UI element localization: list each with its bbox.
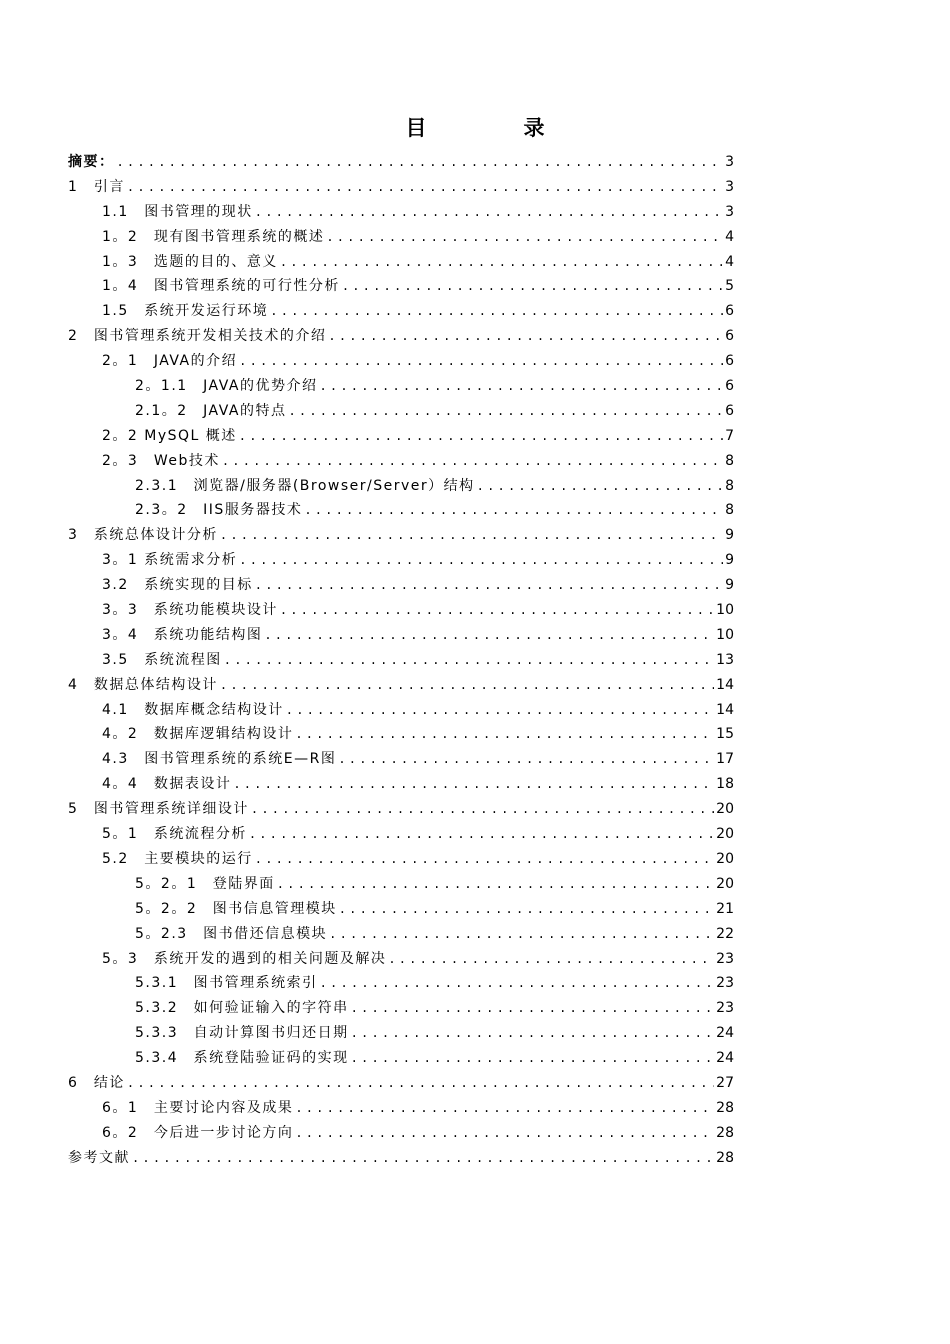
toc-page-number: 23 — [716, 950, 734, 967]
toc-entry[interactable] — [68, 1121, 734, 1146]
toc-leader-dots — [220, 673, 714, 698]
toc-entry[interactable] — [68, 648, 734, 673]
toc-leader-dots — [127, 1071, 714, 1096]
toc-entry[interactable] — [68, 747, 734, 772]
toc-leader-dots — [277, 872, 714, 897]
toc-leader-dots — [280, 598, 714, 623]
toc-entry-text: 5。2。1 登陆界面 — [135, 875, 275, 892]
toc-entry-text: 5.2 主要模块的运行 — [102, 850, 253, 867]
toc-entry[interactable] — [68, 374, 734, 399]
toc-entry-text: 2。1.1 JAVA的优势介绍 — [135, 378, 318, 395]
toc-leader-dots — [289, 399, 724, 424]
toc-page-number: 4 — [725, 228, 734, 245]
toc-page-number: 28 — [716, 1124, 734, 1141]
toc-entry-text: 4.3 图书管理系统的系统E—R图 — [102, 751, 337, 768]
toc-entry[interactable] — [68, 872, 734, 897]
toc-leader-dots — [351, 1021, 715, 1046]
toc-entry-text: 5.3.4 系统登陆验证码的实现 — [135, 1050, 349, 1067]
toc-page-number: 24 — [716, 1025, 734, 1042]
toc-leader-dots — [222, 449, 723, 474]
toc-page-number: 15 — [716, 726, 734, 743]
toc-page-number: 8 — [725, 477, 734, 494]
toc-leader-dots — [477, 474, 723, 499]
toc-entry[interactable] — [68, 1146, 734, 1171]
toc-entry-text: 5.3.2 如何验证输入的字符串 — [135, 1000, 349, 1017]
toc-entry-text: 2。1 JAVA的介绍 — [102, 353, 238, 370]
toc-page-number: 6 — [725, 303, 734, 320]
toc-entry-text: 5。1 系统流程分析 — [102, 826, 247, 843]
toc-page-number: 20 — [716, 826, 734, 843]
toc-entry-text: 参考文献 — [68, 1149, 130, 1166]
toc-entry[interactable] — [68, 947, 734, 972]
toc-entry[interactable] — [68, 449, 734, 474]
toc-entry-text: 3。1 系统需求分析 — [102, 552, 238, 569]
toc-entry[interactable] — [68, 822, 734, 847]
toc-entry-text: 3。3 系统功能模块设计 — [102, 602, 278, 619]
toc-leader-dots — [320, 971, 715, 996]
toc-entry[interactable] — [68, 498, 734, 523]
toc-entry-text: 1。2 现有图书管理系统的概述 — [102, 228, 325, 245]
toc-entry-text: 2。2 MySQL 概述 — [102, 427, 237, 444]
toc-entry-text: 2.3。2 IIS服务器技术 — [135, 502, 303, 519]
toc-entry[interactable] — [68, 474, 734, 499]
toc-entry[interactable] — [68, 250, 734, 275]
toc-page-number: 4 — [725, 253, 734, 270]
toc-entry[interactable] — [68, 225, 734, 250]
toc-page-number: 5 — [725, 278, 734, 295]
toc-entry-text: 5。2.3 图书借还信息模块 — [135, 925, 328, 942]
toc-entry-text: 1。4 图书管理系统的可行性分析 — [102, 278, 340, 295]
toc-entry-text: 4.1 数据库概念结构设计 — [102, 701, 284, 718]
toc-page-number: 21 — [716, 900, 734, 917]
toc-entry[interactable] — [68, 548, 734, 573]
toc-entry[interactable] — [68, 324, 734, 349]
toc-page-number: 13 — [716, 651, 734, 668]
toc-leader-dots — [351, 996, 715, 1021]
toc-leader-dots — [295, 1096, 714, 1121]
toc-leader-dots — [320, 374, 724, 399]
toc-entry-text: 6。1 主要讨论内容及成果 — [102, 1099, 294, 1116]
toc-leader-dots — [224, 648, 714, 673]
toc-leader-dots — [295, 722, 714, 747]
toc-entry-text: 4 数据总体结构设计 — [68, 676, 218, 693]
toc-leader-dots — [264, 623, 714, 648]
toc-leader-dots — [329, 922, 714, 947]
toc-leader-dots — [239, 548, 723, 573]
toc-entry[interactable] — [68, 200, 734, 225]
toc-leader-dots — [255, 200, 723, 225]
toc-leader-dots — [342, 274, 723, 299]
toc-page-number: 6 — [725, 378, 734, 395]
toc-entry[interactable] — [68, 772, 734, 797]
toc-entry[interactable] — [68, 274, 734, 299]
toc-leader-dots — [220, 523, 723, 548]
toc-entry-text: 5.3.1 图书管理系统索引 — [135, 975, 318, 992]
toc-page-number: 8 — [725, 502, 734, 519]
toc-leader-dots — [270, 299, 723, 324]
toc-entry-text: 2 图书管理系统开发相关技术的介绍 — [68, 328, 327, 345]
toc-leader-dots — [255, 573, 723, 598]
toc-page-number: 17 — [716, 751, 734, 768]
toc-leader-dots — [127, 175, 723, 200]
toc-entry-text: 2.1。2 JAVA的特点 — [135, 402, 287, 419]
toc-leader-dots — [255, 847, 714, 872]
toc-entry-text: 5。2。2 图书信息管理模块 — [135, 900, 337, 917]
toc-page-number: 28 — [716, 1149, 734, 1166]
toc-leader-dots — [117, 150, 724, 175]
toc-page-number: 14 — [716, 676, 734, 693]
toc-entry-text: 摘要： — [68, 154, 115, 170]
toc-entry-text: 1 引言 — [68, 178, 125, 195]
toc-entry[interactable] — [68, 722, 734, 747]
toc-page-number: 3 — [725, 203, 734, 220]
toc-entry[interactable] — [68, 1096, 734, 1121]
toc-entry-text: 5。3 系统开发的遇到的相关问题及解决 — [102, 950, 387, 967]
toc-entry[interactable] — [68, 598, 734, 623]
toc-entry-text: 3.5 系统流程图 — [102, 651, 222, 668]
toc-entry-text: 1.1 图书管理的现状 — [102, 203, 253, 220]
toc-page-number: 20 — [716, 875, 734, 892]
toc-entry[interactable] — [68, 573, 734, 598]
toc-page-number: 14 — [716, 701, 734, 718]
toc-entry-text: 4。2 数据库逻辑结构设计 — [102, 726, 294, 743]
toc-page-number: 22 — [716, 925, 734, 942]
toc-entry[interactable] — [68, 897, 734, 922]
toc-entry-text: 3.2 系统实现的目标 — [102, 577, 253, 594]
toc-entry[interactable] — [68, 698, 734, 723]
toc-page-number: 9 — [725, 552, 734, 569]
toc-leader-dots — [326, 225, 723, 250]
toc-leader-dots — [388, 947, 714, 972]
toc-entry[interactable] — [68, 996, 734, 1021]
toc-leader-dots — [328, 324, 723, 349]
toc-entry[interactable] — [68, 922, 734, 947]
toc-leader-dots — [239, 424, 723, 449]
toc-page-number: 6 — [725, 328, 734, 345]
toc-entry[interactable] — [68, 523, 734, 548]
toc-entry[interactable] — [68, 299, 734, 324]
toc-entry-text: 4。4 数据表设计 — [102, 776, 232, 793]
toc-entry-text: 3 系统总体设计分析 — [68, 527, 218, 544]
toc-leader-dots — [286, 698, 714, 723]
toc-leader-dots — [132, 1146, 714, 1171]
toc-page-number: 23 — [716, 975, 734, 992]
toc-page-number: 3 — [725, 154, 734, 170]
toc-page-number: 3 — [725, 178, 734, 195]
toc-leader-dots — [295, 1121, 714, 1146]
toc-entry-text: 1。3 选题的目的、意义 — [102, 253, 278, 270]
toc-entry[interactable] — [68, 1071, 734, 1096]
toc-entry[interactable] — [68, 399, 734, 424]
toc-entry-text: 3。4 系统功能结构图 — [102, 626, 263, 643]
toc-page-number: 20 — [716, 850, 734, 867]
toc-entry[interactable] — [68, 1046, 734, 1071]
toc-entry-text: 1.5 系统开发运行环境 — [102, 303, 269, 320]
toc-page-number: 9 — [725, 527, 734, 544]
toc-leader-dots — [233, 772, 714, 797]
toc-leader-dots — [339, 897, 714, 922]
toc-entry[interactable] — [68, 424, 734, 449]
toc-entry[interactable] — [68, 971, 734, 996]
toc-leader-dots — [251, 797, 714, 822]
toc-page-number: 28 — [716, 1099, 734, 1116]
toc-list — [68, 150, 734, 1171]
toc-entry-text: 2。3 Web技术 — [102, 452, 220, 469]
toc-page-number: 24 — [716, 1050, 734, 1067]
toc-page-number: 18 — [716, 776, 734, 793]
toc-page-number: 6 — [725, 353, 734, 370]
toc-entry-text: 6 结论 — [68, 1074, 125, 1091]
toc-entry-text: 6。2 今后进一步讨论方向 — [102, 1124, 294, 1141]
toc-page-number: 27 — [716, 1074, 734, 1091]
toc-page-number: 8 — [725, 452, 734, 469]
toc-page-number: 23 — [716, 1000, 734, 1017]
toc-page-number: 7 — [725, 427, 734, 444]
toc-page-number: 10 — [716, 626, 734, 643]
toc-leader-dots — [304, 498, 723, 523]
toc-leader-dots — [351, 1046, 715, 1071]
toc-entry[interactable] — [68, 623, 734, 648]
toc-entry-text: 2.3.1 浏览器/服务器(Browser/Server）结构 — [135, 477, 475, 494]
toc-title: 目 录 — [405, 116, 583, 140]
toc-page-number: 20 — [716, 801, 734, 818]
toc-entry[interactable] — [68, 349, 734, 374]
toc-leader-dots — [249, 822, 714, 847]
toc-page-number: 6 — [725, 402, 734, 419]
toc-entry[interactable] — [68, 673, 734, 698]
toc-leader-dots — [239, 349, 723, 374]
toc-entry-text: 5.3.3 自动计算图书归还日期 — [135, 1025, 349, 1042]
toc-page-number: 9 — [725, 577, 734, 594]
toc-entry-text: 5 图书管理系统详细设计 — [68, 801, 249, 818]
toc-leader-dots — [338, 747, 714, 772]
toc-entry[interactable] — [68, 175, 734, 200]
toc-entry[interactable] — [68, 847, 734, 872]
toc-leader-dots — [280, 250, 723, 275]
toc-entry[interactable] — [68, 1021, 734, 1046]
toc-page-number: 10 — [716, 602, 734, 619]
toc-entry[interactable] — [68, 797, 734, 822]
toc-entry[interactable] — [68, 150, 734, 175]
